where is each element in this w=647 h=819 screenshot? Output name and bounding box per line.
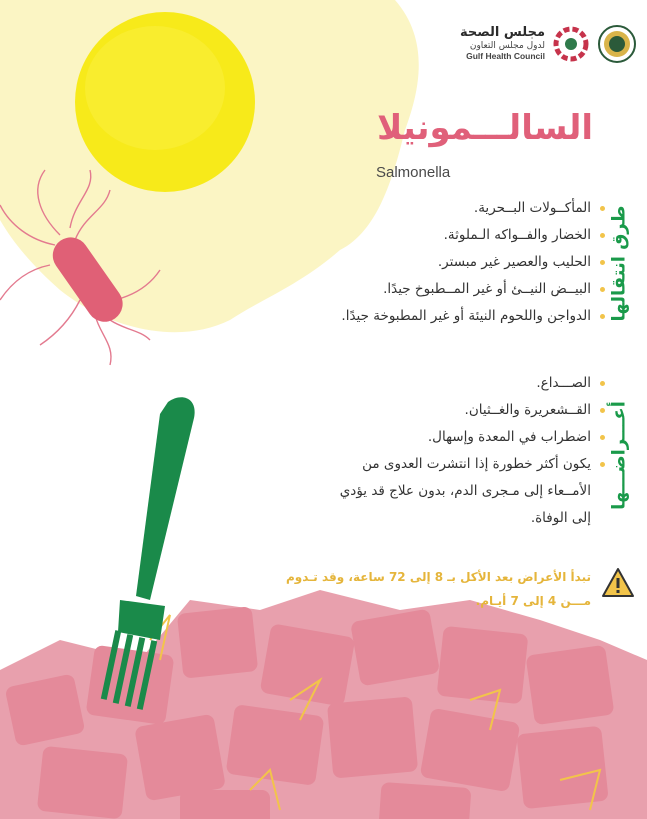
org-name-ar: مجلس الصحة	[459, 25, 545, 41]
org-subtitle-ar: لدول مجلس التعاون	[469, 41, 545, 52]
title-english: Salmonella	[376, 164, 451, 181]
list-item: الصـــداع.	[336, 370, 605, 397]
list-item: القــشعريرة والغــثيان.	[336, 397, 605, 424]
council-emblem-icon	[551, 24, 591, 64]
gulf-health-council-logo	[460, 24, 637, 64]
transmission-list	[341, 195, 605, 330]
symptoms-list	[336, 370, 605, 532]
org-name-block	[460, 26, 545, 61]
list-item: المأكــولات البــحرية.	[341, 195, 605, 222]
list-item: الدواجن واللحوم النيئة أو غير المطبوخة جيدًا.	[341, 303, 605, 330]
meat-chunks-illustration	[0, 590, 647, 819]
list-item: اضطراب في المعدة وإسهال.	[336, 424, 605, 451]
gcc-seal-icon	[597, 24, 637, 64]
list-item: يكون أكثر خطورة إذا انتشرت العدوى من الأمــعاء إلى مـجرى الدم، بدون علاج قد يؤدي إلى الوفاة.	[336, 451, 605, 532]
symptoms-label: أعـــراضـــها	[608, 401, 630, 510]
org-name-en: Gulf Health Council	[466, 50, 545, 61]
warning-text: تبدأ الأعراض بعد الأكل بـ 8 إلى 72 ساعة، وقد تـدوم مـــن 4 إلى 7 أيـام.	[286, 570, 591, 608]
warning-triangle-icon	[601, 567, 635, 599]
list-item: البيــض النيــئ أو غير المــطبوخ جيدًا.	[341, 276, 605, 303]
title-arabic: السالـــمونيلا	[377, 108, 593, 148]
list-item: الخضار والفــواكه الـملوثة.	[341, 222, 605, 249]
transmission-label: طرق انتقالها	[608, 205, 630, 322]
warning-note	[261, 565, 635, 613]
list-item: الحليب والعصير غير مبستر.	[341, 249, 605, 276]
